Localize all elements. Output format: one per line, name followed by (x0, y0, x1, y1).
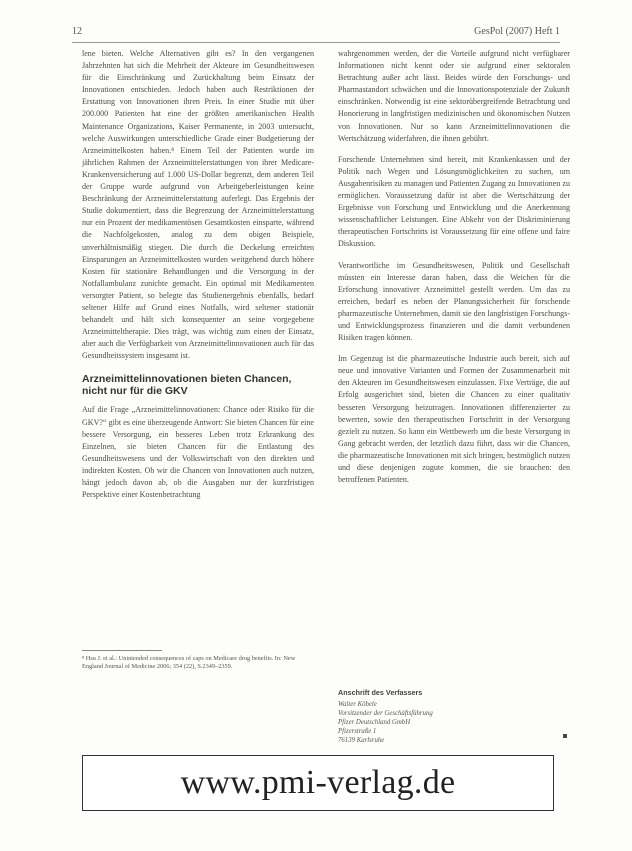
right-paragraph-1: wahrgenommen werden, der die Vorteile aufgrund nicht verfügbarer Informationen nicht kennt oder sie aufgrund einer sektoralen Betrachtung außer acht lässt. Beides würde den Forschungs- und Pharmastandort schwächen und die Innovationspotenziale der Zukunft einschränken. Notwendig ist eine sektorübergreifende Betrachtung und Honorierung in langfristigen medizinischen und ökonomischen Nutzen von Innovationen. Nur so kann Arzneimittelinnovationen die Wertschätzung widerfahren, die ihnen gebührt. (338, 49, 570, 143)
article-end-mark (563, 734, 567, 738)
author-address (338, 688, 570, 745)
author-position: Vorsitzender der Geschäftsführung (338, 710, 433, 717)
author-company: Pfizer Deutschland GmbH (338, 719, 411, 726)
footnote-rule (82, 650, 162, 651)
footnote: ⁸ Hsu J. et al.: Unintended consequences of caps on Medicare drug benefits. In: New England Journal of Medicine 2006; 354 (22), S.2349–2359. (82, 655, 296, 671)
page-header (72, 26, 560, 42)
section-heading: Arzneimittelinnovationen bieten Chancen, nicht nur für die GKV (82, 373, 292, 398)
author-address-label: Anschrift des Verfassers (338, 688, 423, 697)
header-rule (72, 42, 560, 43)
author-name: Walter Köbele (338, 701, 377, 708)
author-street: Pfizerstraße 1 (338, 728, 377, 735)
advertisement-url[interactable]: www.pmi-verlag.de (180, 764, 456, 801)
advertisement-box (82, 755, 554, 811)
left-column (82, 48, 314, 648)
right-column (338, 48, 570, 688)
author-city: 76139 Karlsruhe (338, 737, 385, 744)
right-paragraph-2: Forschende Unternehmen sind bereit, mit Krankenkassen und der Politik nach Wegen und Lösungsmöglichkeiten zu suchen, um Ausgabenrisiken zu managen und Patienten Zugang zu Innovationen zu ermöglichen. Voraussetzung dafür ist aber die Wertschätzung der Ergebnisse von Forschung und Entwicklung und die Anerkennung wissenschaftlicher Leistungen. Eine Abkehr von der Diskriminierung therapeutischen Fortschritts ist Voraussetzung für eine offene und faire Diskussion. (338, 154, 570, 249)
left-paragraph-1: lene bieten. Welche Alternativen gibt es? In den vergangenen Jahrzehnten hat sich die Mehrheit der Akteure im Gesundheitswesen für die Einschränkung und Zurückhaltung beim Einsatz der Innovationen entschieden. Jedoch haben auch Restriktionen der Erstattung von Innovationen ihren Preis. In einer Studie mit über 200.000 Patienten hat eine der größten amerikanischen Health Maintenance Organizations, Kaiser Permanente, in 2003 untersucht, welche Auswirkungen unterschiedliche Grade einer Budgetierung der Arzneimittelkosten haben.⁸ Einem Teil der Patienten wurde im jährlichen Rahmen der Arzneimittelerstattungen von ihrer Medicare-Krankenversicherung auf 1.000 US-Dollar begrenzt, dem anderen Teil der Gruppe wurde aufgrund von Arbeitgeberleistungen keine Beschränkung der Arzneimittelerstattung auferlegt. Das Ergebnis der Studie dokumentiert, dass die Begrenzung der Arzneimittelerstattung nur ein Prozent der medikamentösen Gesamtkosten einsparte, während die Nachfolgekosten, analog zu dem obigen Beispiele, unverhältnismäßig stiegen. Die durch die Deckelung erreichten Einsparungen an Arzneimittelkosten wurden weitgehend durch höhere Kosten für stationäre Behandlungen und die Versorgung in der Notfallambulanz zunichte gemacht. Ein optimal mit Medikamenten versorgter Patient, so belegte das Studienergebnis ebenfalls, bedarf seltener Hilfe auf Grund eines Notfalls, wird seltener stationär behandelt und hält sich konsequenter an seine vorgegebene Arzneimitteltherapie. Dies trägt, was wichtig zum einen der Einsatz, aber auch die Verfügbarkeit von Arzneimittelinnovationen auch für das Gesundheitssystem insgesamt ist. (82, 49, 314, 361)
page-number: 12 (72, 26, 82, 37)
journal-reference: GesPol (2007) Heft 1 (474, 26, 560, 37)
right-paragraph-4: Im Gegenzug ist die pharmazeutische Industrie auch bereit, sich auf neue und innovative Varianten und Formen der Zusammenarbeit mit den Akteuren im Gesundheitswesen einzulassen. Fixe Verträge, die auf Erfolg ausgerichtet sind, bieten die Chancen zu einer qualitativ besseren Versorgung beizutragen. Innovationen differenzierter zu bewerten, sowie den therapeutischen Fortschritt in der Versorgung gezielt zu nutzen. So kann ein Wettbewerb um die beste Versorgung in Gang gebracht werden, der letztlich dazu führt, dass wir die Chancen, die pharmazeutische Innovationen mit sich bringen, bestmöglich nutzen und diese denjenigen zugute kommen, die sie brauchen: den betroffenen Patienten. (338, 354, 570, 485)
right-paragraph-3: Verantwortliche im Gesundheitswesen, Politik und Gesellschaft müssten ein Interesse daran haben, dass die Weichen für die Erforschung innovativer Arzneimittel gestellt werden. Um das zu erreichen, bedarf es neben der Planungssicherheit für forschende pharmazeutische Unternehmen, damit sie den langfristigen Forschungs- und Entwicklungsprozess finanzieren und die damit verbundenen Risiken tragen können. (338, 260, 570, 343)
left-paragraph-2: Auf die Frage „Arzneimittelinnovationen: Chance oder Risiko für die GKV?“ gibt es eine überzeugende Antwort: Sie bieten Chancen für eine bessere Versorgung, ein besseres Leben trotz Erkrankung des Einzelnen, sie bieten Chancen für die Entlastung des Gesundheitswesens und der Volkswirtschaft von den direkten und indirekten Kosten. Ob wir die Chancen von Innovationen auch nutzen, hängt jedoch davon ab, ob die Ausgaben nur der kurzfristigen Perspektive einer Kostenbetrachtung (82, 405, 314, 500)
